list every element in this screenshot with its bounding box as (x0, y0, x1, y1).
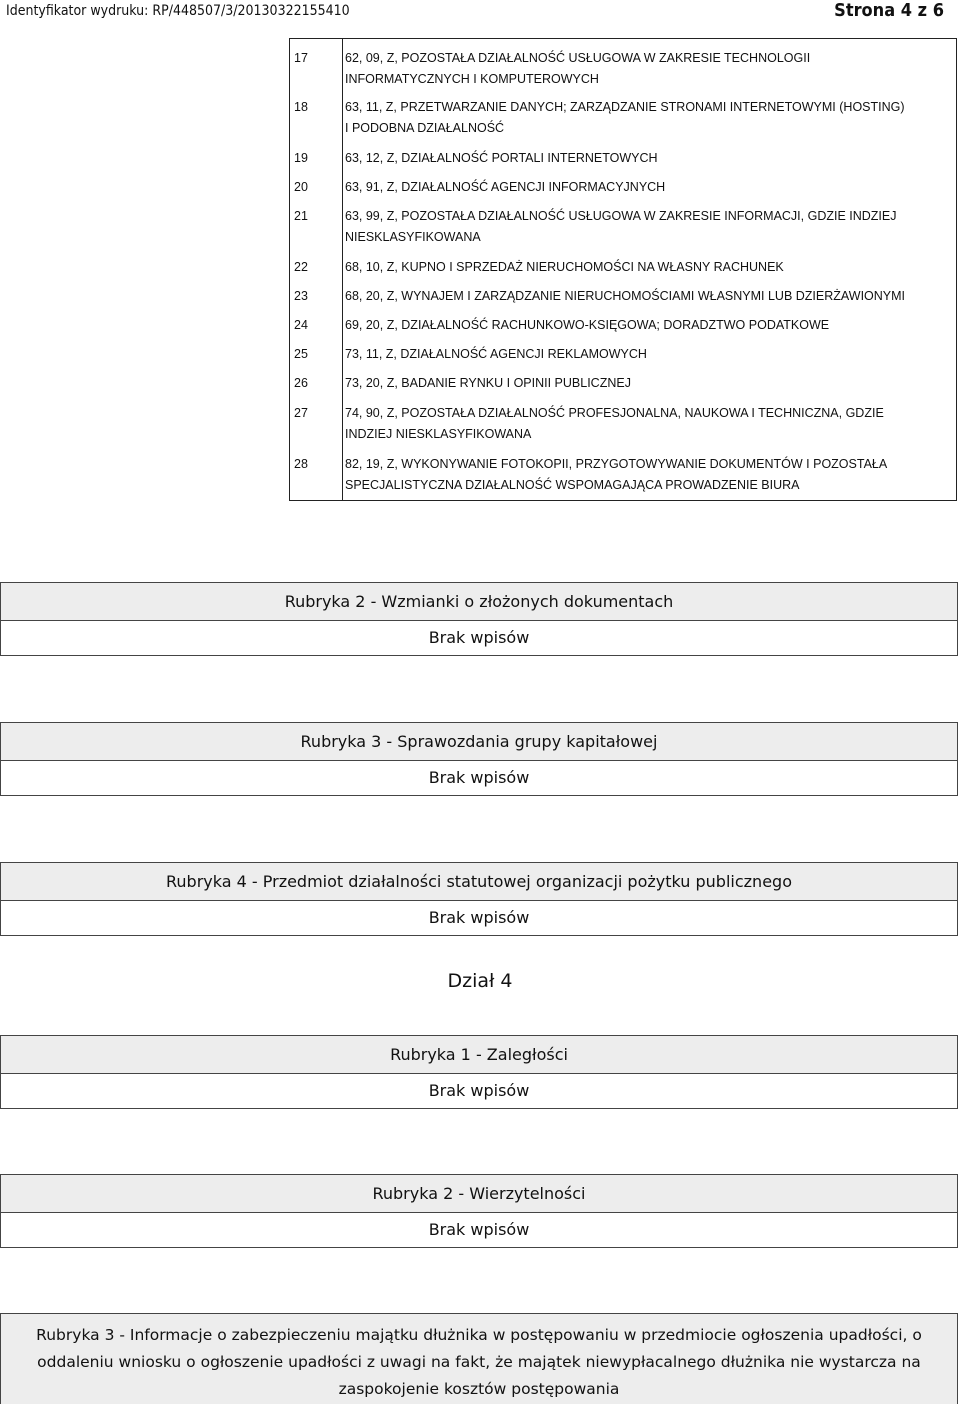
activity-line: 63, 99, Z, POZOSTAŁA DZIAŁALNOŚĆ USŁUGOWA W ZAKRESIE INFORMACJI, GDZIE INDZIEJ (345, 209, 897, 223)
activity-line: 63, 11, Z, PRZETWARZANIE DANYCH; ZARZĄDZANIE STRONAMI INTERNETOWYMI (HOSTING) (345, 100, 905, 114)
activity-description (343, 248, 957, 278)
section-title-line: zaspokojenie kosztów postępowania (338, 1380, 620, 1398)
activity-description (343, 278, 957, 307)
section-body: Brak wpisów (1, 761, 957, 795)
activity-number: 24 (290, 307, 343, 336)
activity-line: 68, 20, Z, WYNAJEM I ZARZĄDZANIE NIERUCHOMOŚCIAMI WŁASNYMI LUB DZIERŻAWIONYMI (345, 289, 906, 303)
section-body: Brak wpisów (1, 901, 957, 935)
activity-line: 82, 19, Z, WYKONYWANIE FOTOKOPII, PRZYGOTOWYWANIE DOKUMENTÓW I POZOSTAŁA (345, 457, 888, 471)
section-d4-rubryka-2 (0, 1174, 958, 1248)
section-title: Rubryka 2 - Wierzytelności (1, 1175, 957, 1213)
activity-row (290, 336, 957, 365)
activity-row (290, 394, 957, 445)
activity-number: 20 (290, 169, 343, 198)
activity-line: INDZIEJ NIESKLASYFIKOWANA (345, 427, 532, 441)
print-identifier: Identyfikator wydruku: RP/448507/3/20130322155410 (6, 3, 350, 19)
section-heading-dzial-4: Dział 4 (447, 970, 513, 992)
activity-line: 74, 90, Z, POZOSTAŁA DZIAŁALNOŚĆ PROFESJONALNA, NAUKOWA I TECHNICZNA, GDZIE (345, 406, 884, 420)
section-title: Rubryka 4 - Przedmiot działalności statutowej organizacji pożytku publicznego (1, 863, 957, 901)
activity-description (343, 39, 957, 91)
section-title: Rubryka 2 - Wzmianki o złożonych dokumentach (1, 583, 957, 621)
section-title: Rubryka 3 - Sprawozdania grupy kapitałowej (1, 723, 957, 761)
activity-description (343, 90, 957, 139)
section-rubryka-3 (0, 722, 958, 796)
section-title-line: Rubryka 3 - Informacje o zabezpieczeniu majątku dłużnika w postępowaniu w przedmiocie ogłoszenia upadłości, o (36, 1326, 922, 1344)
activity-line: 73, 11, Z, DZIAŁALNOŚĆ AGENCJI REKLAMOWYCH (345, 347, 647, 361)
activity-description (343, 365, 957, 394)
activity-description (343, 307, 957, 336)
activity-row (290, 248, 957, 278)
activity-description (343, 198, 957, 248)
activity-number: 17 (290, 39, 343, 91)
activity-row (290, 445, 957, 501)
activity-row (290, 198, 957, 248)
activity-line: NIESKLASYFIKOWANA (345, 230, 481, 244)
activity-row (290, 139, 957, 169)
section-title-line: oddaleniu wniosku o ogłoszenie upadłości z uwagi na fakt, że majątek niewypłacalnego dłużnika nie wystarcza na (37, 1353, 921, 1371)
activity-line: 63, 91, Z, DZIAŁALNOŚĆ AGENCJI INFORMACYJNYCH (345, 180, 666, 194)
activity-number: 26 (290, 365, 343, 394)
activity-line: 68, 10, Z, KUPNO I SPRZEDAŻ NIERUCHOMOŚCI NA WŁASNY RACHUNEK (345, 260, 784, 274)
activity-number: 28 (290, 445, 343, 501)
activity-line: 73, 20, Z, BADANIE RYNKU I OPINII PUBLICZNEJ (345, 376, 631, 390)
page-number: Strona 4 z 6 (834, 0, 944, 21)
activity-line: SPECJALISTYCZNA DZIAŁALNOŚĆ WSPOMAGAJĄCA PROWADZENIE BIURA (345, 478, 800, 492)
activity-number: 23 (290, 278, 343, 307)
section-d4-rubryka-1 (0, 1035, 958, 1109)
activity-row (290, 307, 957, 336)
activity-row (290, 90, 957, 139)
section-body: Brak wpisów (1, 1213, 957, 1247)
activity-row (290, 365, 957, 394)
activity-table (289, 38, 957, 501)
activity-line: 62, 09, Z, POZOSTAŁA DZIAŁALNOŚĆ USŁUGOWA W ZAKRESIE TECHNOLOGII (345, 51, 811, 65)
activity-number: 18 (290, 90, 343, 139)
section-d4-rubryka-3 (0, 1313, 958, 1404)
activity-description (343, 445, 957, 501)
section-rubryka-4 (0, 862, 958, 936)
activity-number: 25 (290, 336, 343, 365)
section-title: Rubryka 1 - Zaległości (1, 1036, 957, 1074)
activity-row (290, 278, 957, 307)
activity-line: I PODOBNA DZIAŁALNOŚĆ (345, 121, 505, 135)
activity-row (290, 39, 957, 91)
activity-description (343, 139, 957, 169)
activity-line: 69, 20, Z, DZIAŁALNOŚĆ RACHUNKOWO-KSIĘGOWA; DORADZTWO PODATKOWE (345, 318, 830, 332)
activity-number: 19 (290, 139, 343, 169)
activity-line: INFORMATYCZNYCH I KOMPUTEROWYCH (345, 72, 599, 86)
activity-line: 63, 12, Z, DZIAŁALNOŚĆ PORTALI INTERNETOWYCH (345, 151, 658, 165)
activity-row (290, 169, 957, 198)
activity-number: 22 (290, 248, 343, 278)
activity-number: 27 (290, 394, 343, 445)
section-body: Brak wpisów (1, 1074, 957, 1108)
activity-description (343, 394, 957, 445)
section-rubryka-2 (0, 582, 958, 656)
activity-description (343, 336, 957, 365)
activity-number: 21 (290, 198, 343, 248)
activity-description (343, 169, 957, 198)
section-body: Brak wpisów (1, 621, 957, 655)
